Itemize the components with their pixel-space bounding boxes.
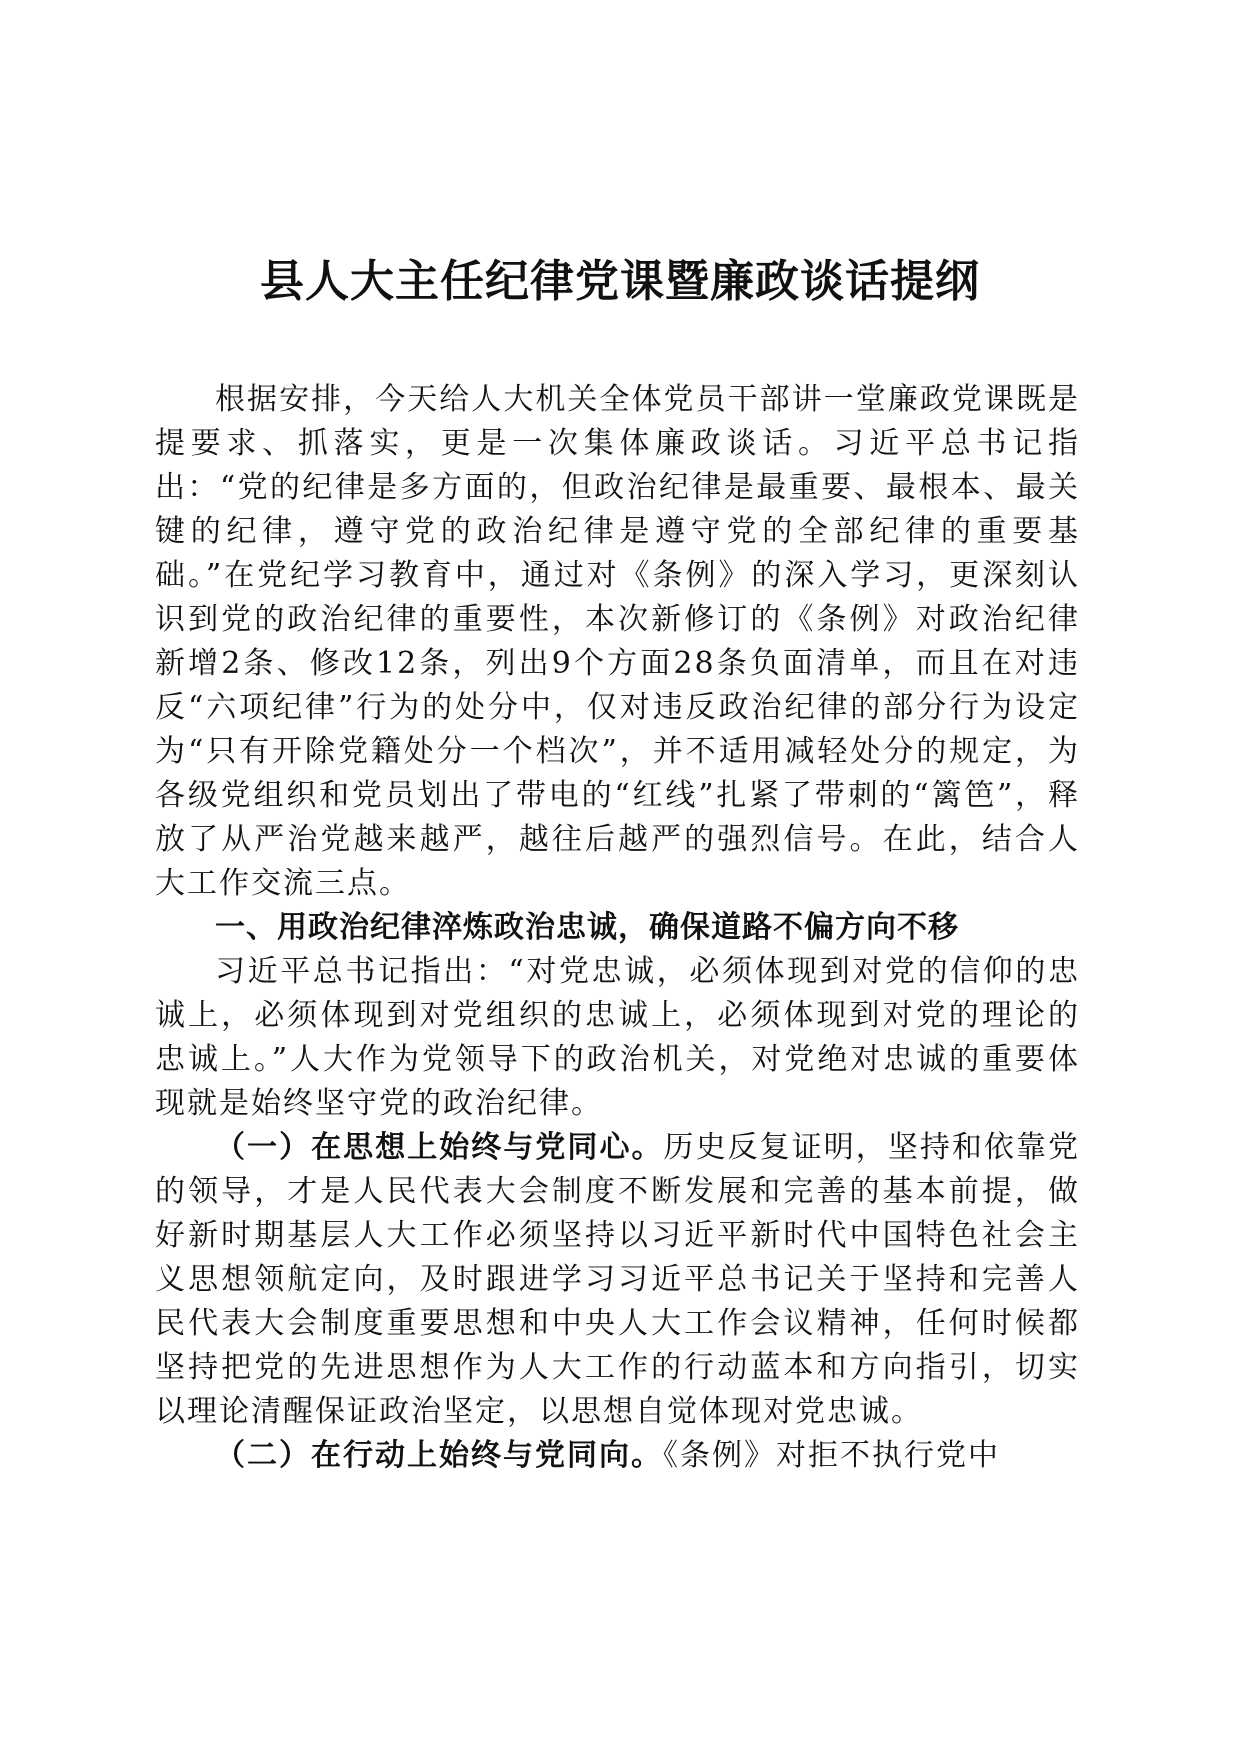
subsection-2-text: 《条例》对拒不执行党中 bbox=[663, 1438, 1000, 1473]
subsection-2-title: （二）在行动上始终与党同向。 bbox=[215, 1438, 663, 1473]
subsection-1-text: 历史反复证明，坚持和依靠党的领导，才是人民代表大会制度不断发展和完善的基本前提，做好新时期基层人大工作必须坚持以习近平新时代中国特色社会主义思想领航定向，及时跟进学习习近平总书记关于坚持和完善人民代表大会制度重要思想和中央人大工作会议精神，任何时候都坚持把党的先进思想作为人大工作的行动蓝本和方向指引，切实以理论清醒保证政治坚定，以思想自觉体现对党忠诚。 bbox=[155, 1130, 1081, 1429]
subsection-1-title: （一）在思想上始终与党同心。 bbox=[215, 1130, 664, 1165]
intro-paragraph: 根据安排，今天给人大机关全体党员干部讲一堂廉政党课既是提要求、抓落实，更是一次集体廉政谈话。习近平总书记指出：“党的纪律是多方面的，但政治纪律是最重要、最根本、最关键的纪律，遵守党的政治纪律是遵守党的全部纪律的重要基础。”在党纪学习教育中，通过对《条例》的深入学习，更深刻认识到党的政治纪律的重要性，本次新修订的《条例》对政治纪律新增2条、修改12条，列出9个方面28条负面清单，而且在对违反“六项纪律”行为的处分中，仅对违反政治纪律的部分行为设定为“只有开除党籍处分一个档次”，并不适用减轻处分的规定，为各级党组织和党员划出了带电的“红线”扎紧了带刺的“篱笆”，释放了从严治党越来越严，越往后越严的强烈信号。在此，结合人大工作交流三点。 bbox=[155, 382, 1080, 901]
section-1-heading: 一、用政治纪律淬炼政治忠诚，确保道路不偏方向不移 bbox=[215, 910, 959, 945]
document-title: 县人大主任纪律党课暨廉政谈话提纲 bbox=[260, 256, 980, 307]
document-body bbox=[155, 378, 1080, 1478]
section-1-paragraph: 习近平总书记指出：“对党忠诚，必须体现到对党的信仰的忠诚上，必须体现到对党组织的忠诚上，必须体现到对党的理论的忠诚上。”人大作为党领导下的政治机关，对党绝对忠诚的重要体现就是始终坚守党的政治纪律。 bbox=[155, 954, 1080, 1121]
subsection-1-paragraph bbox=[155, 1126, 1080, 1434]
subsection-2-paragraph bbox=[155, 1434, 1080, 1478]
